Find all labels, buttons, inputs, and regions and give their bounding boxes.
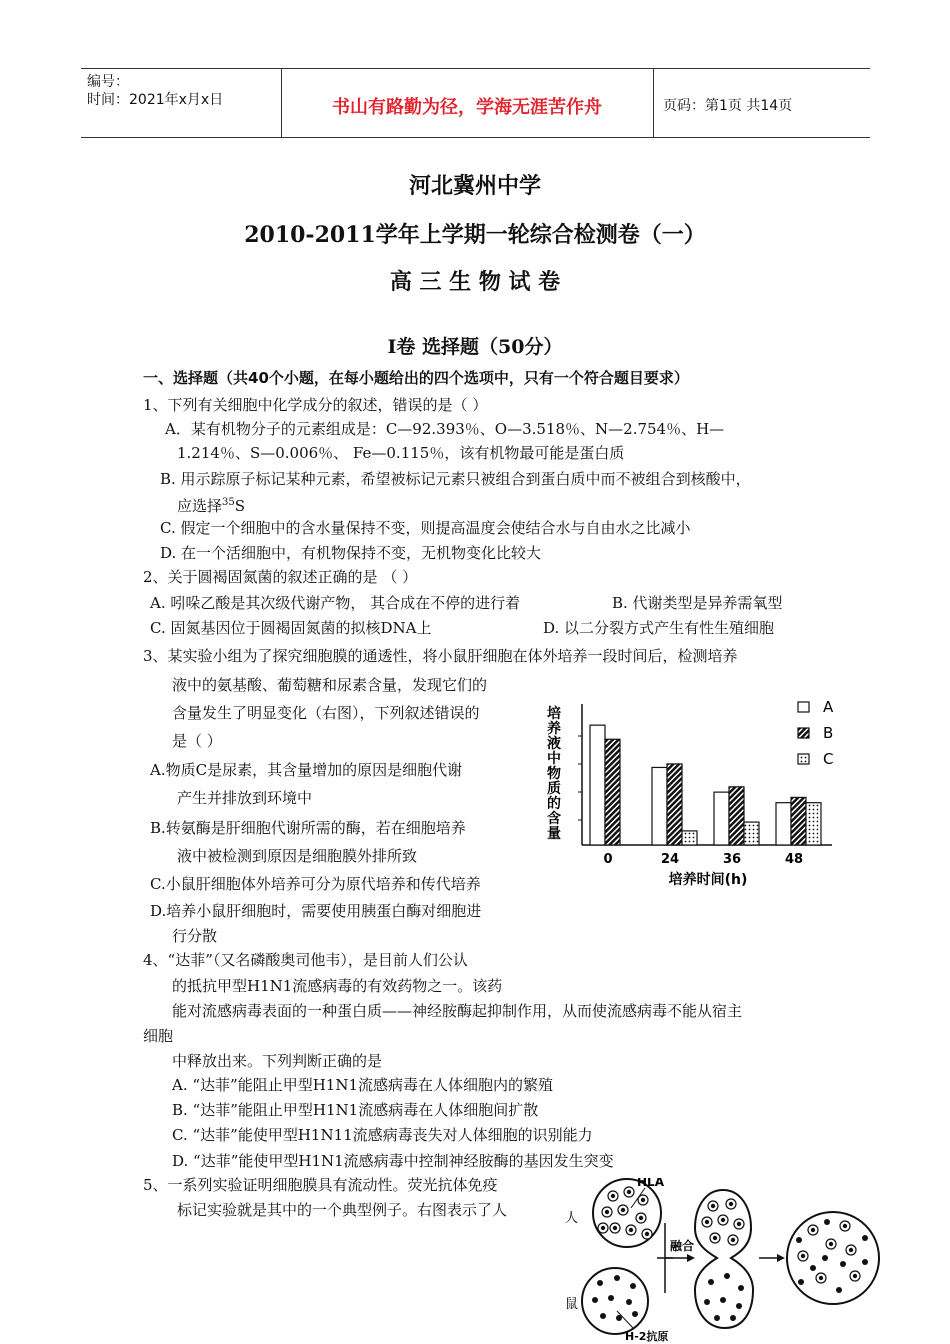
h2-marker [704, 1299, 710, 1305]
cell-fusion-figure [555, 1178, 885, 1344]
hla-marker [819, 1276, 823, 1280]
hla-marker [721, 1218, 725, 1222]
legend-swatch-C [798, 754, 809, 764]
bar-B-0 [605, 739, 620, 845]
bar-C-36 [744, 822, 759, 845]
q1-b-sup: 35 [222, 497, 235, 508]
q4-stem-2: 的抵抗甲型H1N1流感病毒的有效药物之一。该药 [172, 977, 503, 995]
q3-stem: 3、某实验小组为了探究细胞膜的通透性，将小鼠肝细胞在体外培养一段时间后，检测培养 [143, 647, 738, 665]
q1-option-b-cont [177, 493, 245, 516]
q3-option-b-cont: 液中被检测到原因是细胞膜外排所致 [177, 847, 418, 865]
h2-marker [822, 1255, 828, 1261]
date-label: 时间：2021年x月x日 [87, 92, 224, 108]
legend-label-C: C [823, 750, 834, 768]
q3-option-a-cont: 产生并排放到环境中 [177, 789, 313, 807]
hla-marker [811, 1228, 815, 1232]
hla-marker [829, 1242, 833, 1246]
q1-stem: 1、下列有关细胞中化学成分的叙述，错误的是（ ） [143, 396, 488, 414]
h2-marker [840, 1261, 846, 1267]
h2-marker [632, 1311, 638, 1317]
h2-marker [597, 1280, 603, 1286]
hla-marker [853, 1274, 857, 1278]
q4-option-a: A. “达菲”能阻止甲型H1N1流感病毒在人体细胞内的繁殖 [172, 1076, 554, 1094]
q1-option-a-cont: 1.214％、S—0.006％、 Fe—0.115％，该有机物最可能是蛋白质 [177, 444, 625, 462]
h2-marker [630, 1283, 636, 1289]
q2-option-d: D. 以二分裂方式产生有性生殖细胞 [543, 619, 775, 637]
arrowhead [687, 1254, 695, 1262]
h2-marker [724, 1273, 730, 1279]
legend-label-A: A [823, 698, 834, 716]
q2-option-c: C. 固氮基因位于圆褐固氮菌的拟核DNA上 [150, 619, 432, 637]
q1-option-a: A．某有机物分子的元素组成是：C—92.393％、O—3.518％、N—2.754％、H— [165, 420, 725, 438]
page-info: 页码：第1页 共14页 [663, 98, 793, 114]
h2-marker [708, 1279, 714, 1285]
hla-marker [613, 1226, 617, 1230]
chart-x-tick-label: 36 [722, 852, 742, 867]
chart-ylabel [547, 705, 561, 842]
h2-marker [824, 1219, 830, 1225]
code-label: 编号： [87, 74, 129, 90]
hla-marker [713, 1236, 717, 1240]
q3-stem-4: 是（ ） [172, 732, 222, 750]
h2-marker [796, 1237, 802, 1243]
header-divider [653, 69, 654, 137]
bar-B-24 [667, 764, 682, 845]
fusion-label: 融合 [670, 1239, 695, 1253]
q5-stem: 5、一系列实验证明细胞膜具有流动性。荧光抗体免疫 [143, 1176, 498, 1194]
q4-stem-4: 细胞 [143, 1027, 174, 1045]
q2-option-b: B. 代谢类型是异养需氧型 [612, 594, 783, 612]
hla-marker [639, 1216, 643, 1220]
bar-A-36 [714, 792, 729, 845]
hla-marker [737, 1222, 741, 1226]
part-title: Ⅰ卷 选择题（50分） [387, 336, 563, 358]
q1-b-text: 应选择 [177, 497, 223, 515]
q4-stem-5: 中释放出来。下列判断正确的是 [172, 1052, 383, 1070]
h2-marker [736, 1303, 742, 1309]
bar-B-36 [729, 787, 744, 845]
h2-marker [738, 1285, 744, 1291]
hla-marker [629, 1228, 633, 1232]
hla-marker [729, 1202, 733, 1206]
h2-marker [810, 1265, 816, 1271]
subject-title: 高 三 生 物 试 卷 [389, 269, 561, 295]
hla-marker [731, 1238, 735, 1242]
bar-A-24 [652, 767, 667, 845]
h2-marker [730, 1315, 736, 1321]
hla-marker [849, 1248, 853, 1252]
q3-stem-3: 含量发生了明显变化（右图），下列叙述错误的 [172, 704, 480, 722]
chart-x-tick-label: 48 [784, 852, 804, 867]
h2-marker [614, 1275, 620, 1281]
hla-marker [843, 1224, 847, 1228]
exam-title: 2010-2011学年上学期一轮综合检测卷（一） [244, 222, 706, 248]
h2-marker [714, 1315, 720, 1321]
arrowhead [777, 1254, 785, 1262]
h2-marker [600, 1313, 606, 1319]
hla-marker [601, 1226, 605, 1230]
legend-label-B: B [823, 724, 834, 742]
bar-C-48 [806, 803, 821, 845]
human-label: 人 [565, 1211, 579, 1226]
h2-marker [608, 1295, 614, 1301]
q3-option-b: B.转氨酶是肝细胞代谢所需的酶，若在细胞培养 [150, 819, 466, 837]
q4-option-c: C. “达菲”能使甲型H1N11流感病毒丧失对人体细胞的识别能力 [172, 1126, 593, 1144]
chart-x-tick-label: 0 [603, 852, 613, 867]
q1-b-end: S [234, 497, 246, 515]
hla-marker [645, 1232, 649, 1236]
q1-option-b: B. 用示踪原子标记某种元素，希望被标记元素只被组合到蛋白质中而不被组合到核酸中， [160, 470, 751, 488]
q4-option-b: B. “达菲”能阻止甲型H1N1流感病毒在人体细胞间扩散 [172, 1101, 539, 1119]
bar-A-0 [590, 725, 605, 845]
section-heading: 一、选择题（共40个小题，在每小题给出的四个选项中，只有一个符合题目要求） [143, 369, 689, 387]
h2-marker [626, 1299, 632, 1305]
page-header [81, 68, 870, 138]
q3-option-d: D.培养小鼠肝细胞时，需要使用胰蛋白酶对细胞进 [150, 902, 482, 920]
bar-A-48 [776, 803, 791, 845]
q2-stem: 2、关于圆褐固氮菌的叙述正确的是 （ ） [143, 568, 418, 586]
bar-B-48 [791, 797, 806, 845]
q3-stem-2: 液中的氨基酸、葡萄糖和尿素含量，发现它们的 [172, 676, 488, 694]
school-title: 河北冀州中学 [408, 173, 541, 199]
hla-marker [711, 1204, 715, 1208]
mouse-label: 鼠 [565, 1297, 579, 1312]
h2-marker [862, 1235, 868, 1241]
q3-option-d-cont: 行分散 [172, 927, 218, 945]
q4-stem: 4、“达菲”（又名磷酸奥司他韦），是目前人们公认 [143, 951, 468, 969]
hla-marker [801, 1254, 805, 1258]
legend-swatch-A [798, 702, 809, 712]
q4-option-d: D. “达菲”能使甲型H1N1流感病毒中控制神经胺酶的基因发生突变 [172, 1152, 614, 1170]
q3-option-a: A.物质C是尿素，其含量增加的原因是细胞代谢 [150, 761, 463, 779]
q2-option-a: A. 吲哚乙酸是其次级代谢产物， 其合成在不停的进行着 [150, 594, 521, 612]
q5-stem-2: 标记实验就是其中的一个典型例子。右图表示了人 [177, 1201, 508, 1219]
antigen-label: H-2抗原 [625, 1330, 669, 1343]
fused-cell [695, 1190, 753, 1328]
q3-option-c: C.小鼠肝细胞体外培养可分为原代培养和传代培养 [150, 875, 481, 893]
header-motto: 书山有路勤为径，学海无涯苦作舟 [332, 97, 602, 118]
hla-marker [705, 1220, 709, 1224]
hla-marker [627, 1190, 631, 1194]
header-meta [87, 73, 223, 109]
chart-x-tick-label: 24 [660, 852, 680, 867]
h2-marker [720, 1297, 726, 1303]
chart-ylabel-text: 培养液中物质的含量 [547, 706, 561, 842]
hla-marker [621, 1208, 625, 1212]
h2-marker [798, 1279, 804, 1285]
hla-marker [641, 1198, 645, 1202]
hla-marker [605, 1210, 609, 1214]
legend-swatch-B [798, 728, 809, 738]
q4-stem-3: 能对流感病毒表面的一种蛋白质——神经胺酶起抑制作用，从而使流感病毒不能从宿主 [172, 1002, 743, 1020]
bar-C-24 [682, 831, 697, 845]
q1-option-c: C. 假定一个细胞中的含水量保持不变，则提高温度会使结合水与自由水之比减小 [160, 519, 691, 537]
bar-chart [540, 692, 850, 892]
chart-xlabel: 培养时间(h) [668, 872, 748, 888]
h2-marker [592, 1297, 598, 1303]
h2-marker [862, 1259, 868, 1265]
h2-marker [836, 1287, 842, 1293]
q1-option-d: D. 在一个活细胞中，有机物保持不变，无机物变化比较大 [160, 544, 542, 562]
hla-marker [611, 1194, 615, 1198]
hla-label: HLA [637, 1178, 664, 1189]
